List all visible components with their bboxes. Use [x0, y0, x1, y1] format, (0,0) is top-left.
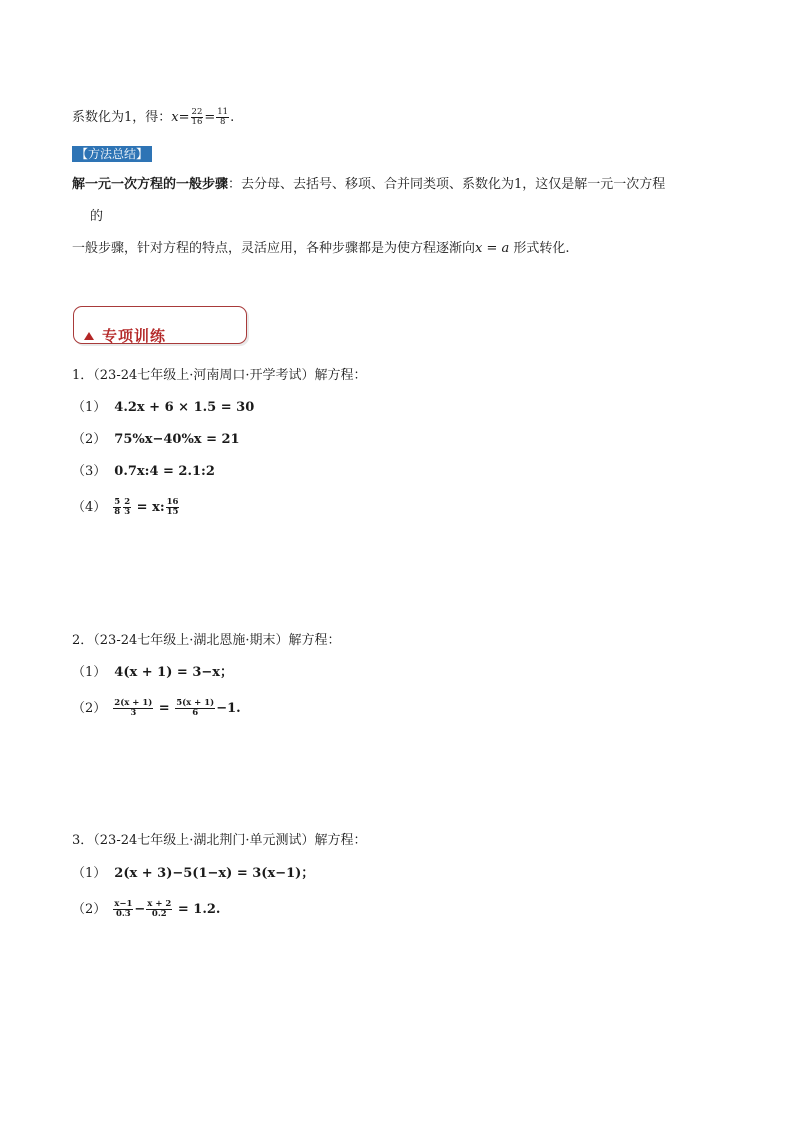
question-2-stem: 2．（23-24七年级上·湖北恩施·期末）解方程： [72, 633, 341, 648]
fraction-a-denominator: 3 [113, 708, 153, 718]
summary-line-1 [72, 176, 665, 194]
question-2-part-2 [72, 699, 241, 718]
part-label: （2） [72, 432, 107, 447]
question-1-part-2 [72, 431, 240, 449]
fraction-a [113, 498, 121, 517]
question-3-stem: 3．（23-24七年级上·湖北荆门·单元测试）解方程： [72, 833, 367, 848]
equation: 0.7x:4 = 2.1:2 [114, 464, 215, 479]
fraction-a-denominator: 8 [114, 507, 121, 517]
part-label: （1） [72, 400, 107, 415]
equation-end: −1. [216, 701, 241, 716]
part-label: （4） [72, 500, 107, 515]
fraction-b-denominator: 3 [124, 507, 131, 517]
equation: 75%x−40%x = 21 [114, 432, 240, 447]
summary-wrap: 的 [90, 209, 104, 224]
intro-fraction-2-numerator: 11 [217, 107, 229, 117]
question-3-part-2 [72, 900, 220, 919]
intro-prefix: 系数化为1，得： [72, 110, 172, 125]
intro-line [72, 108, 234, 127]
fraction-a [113, 900, 133, 919]
fraction-b-numerator: x + 2 [147, 899, 172, 909]
fraction-c-numerator: 16 [166, 497, 179, 507]
summary-form-a: a [501, 241, 510, 256]
fraction-b [146, 900, 172, 919]
equation-mid: = x: [132, 500, 165, 515]
equation [112, 497, 180, 517]
question-1-part-3 [72, 463, 215, 481]
fraction-b-denominator: 0.2 [146, 909, 172, 919]
part-label: （2） [72, 701, 107, 716]
method-summary-label: 【方法总结】 [72, 146, 152, 162]
equation-mid: = [154, 701, 175, 716]
summary-form-x: x [475, 241, 483, 256]
equation [112, 899, 221, 919]
triangle-icon [84, 332, 94, 340]
fraction-a [113, 699, 153, 718]
question-2-part-1 [72, 664, 233, 682]
banner-label: 专项训练 [102, 327, 167, 344]
part-label: （1） [72, 866, 107, 881]
fraction-b-numerator: 5(x + 1) [176, 698, 215, 708]
fraction-a-denominator: 0.3 [113, 909, 133, 919]
fraction-c-denominator: 15 [166, 507, 179, 517]
intro-end: . [230, 110, 235, 125]
fraction-c [166, 498, 180, 517]
fraction-a-numerator: 5 [114, 497, 121, 507]
part-label: （3） [72, 464, 107, 479]
intro-fraction-1-numerator: 22 [191, 107, 203, 117]
intro-eq2: = [204, 110, 216, 125]
equation: 4.2x + 6 × 1.5 = 30 [114, 400, 255, 415]
intro-var: x [171, 110, 179, 125]
equation-end: = 1.2. [173, 902, 221, 917]
summary-line-3 [72, 240, 570, 258]
intro-fraction-2 [216, 108, 229, 127]
summary-bold: 解一元一次方程的一般步骤 [72, 177, 229, 192]
summary-form-eq: = [482, 241, 502, 256]
equation: 2(x + 3)−5(1−x) = 3(x−1)； [114, 866, 315, 881]
question-3-part-1 [72, 865, 314, 883]
question-1-part-1 [72, 399, 254, 417]
equation: 4(x + 1) = 3−x； [114, 665, 234, 680]
equation [112, 698, 241, 718]
method-summary-tag [72, 143, 152, 163]
fraction-b-denominator: 6 [175, 708, 215, 718]
summary-line3-pre: 一般步骤，针对方程的特点，灵活应用，各种步骤都是为使方程逐渐向 [72, 241, 476, 256]
intro-eq1: = [178, 110, 190, 125]
equation-mid: − [134, 902, 146, 917]
intro-fraction-2-denominator: 8 [216, 117, 229, 127]
summary-line-2 [90, 208, 103, 226]
part-label: （1） [72, 665, 107, 680]
fraction-b [123, 498, 131, 517]
question-1-part-4 [72, 498, 180, 517]
fraction-a-numerator: 2(x + 1) [114, 698, 153, 708]
summary-line3-post: 形式转化. [509, 241, 570, 256]
fraction-b-numerator: 2 [124, 497, 131, 507]
part-label: （2） [72, 902, 107, 917]
banner-content [84, 325, 166, 344]
special-training-banner [73, 306, 247, 344]
question-1-stem: 1．（23-24七年级上·河南周口·开学考试）解方程： [72, 368, 367, 383]
intro-fraction-1 [191, 108, 204, 127]
summary-rest: ：去分母、去括号、移项、合并同类项、系数化为1，这仅是解一元一次方程 [228, 177, 666, 192]
fraction-b [175, 699, 215, 718]
intro-fraction-1-denominator: 16 [191, 117, 203, 127]
fraction-a-numerator: x−1 [114, 899, 133, 909]
